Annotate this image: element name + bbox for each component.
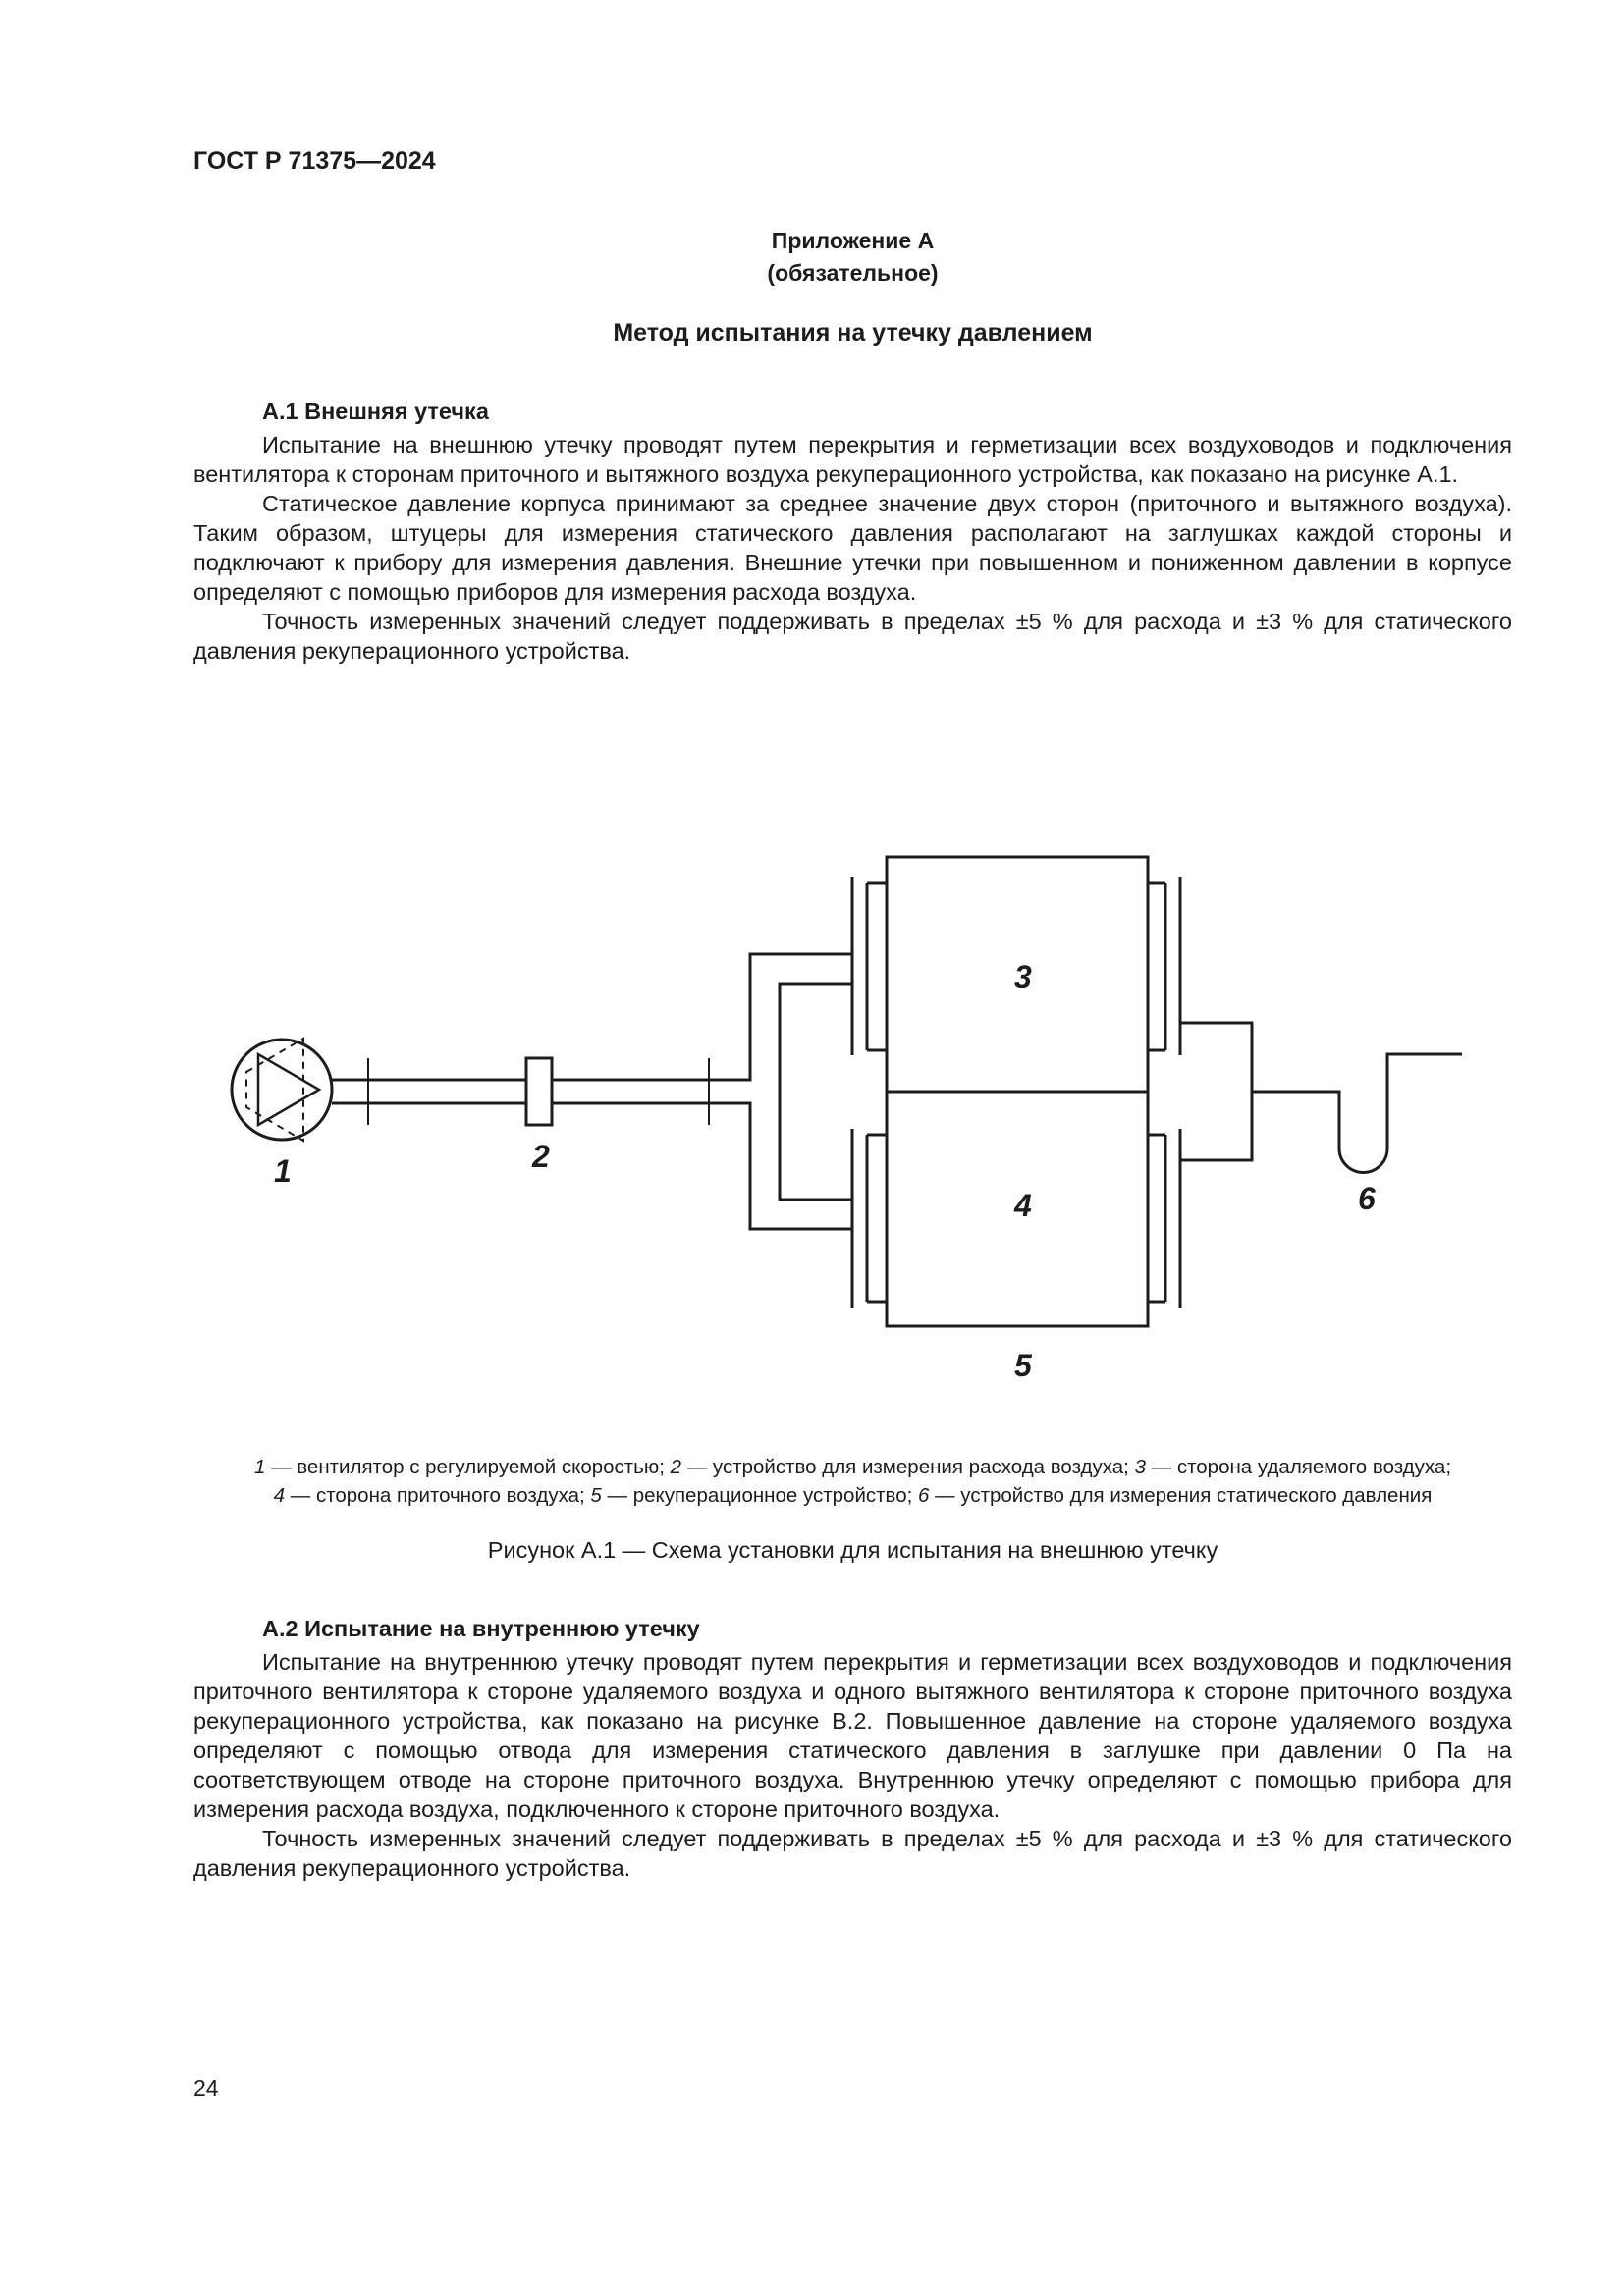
legend-text: — устройство для измерения расхода воздуха;: [681, 1456, 1135, 1478]
duct: [332, 1058, 709, 1125]
legend-text: — вентилятор с регулируемой скоростью;: [265, 1456, 671, 1478]
legend-number: 3: [1134, 1456, 1146, 1478]
paragraph: Точность измеренных значений следует поддерживать в пределах ±5 % для расхода и ±3 % для статического давления рекуперационного устройства.: [193, 1826, 1512, 1881]
right-flanges: [1148, 877, 1180, 1308]
legend-line: [193, 1481, 1512, 1510]
label-3: 3: [1014, 959, 1032, 994]
flow-meter-icon: [526, 1058, 552, 1125]
fan-icon: [232, 1039, 332, 1141]
appendix-kind: (обязательное): [767, 260, 939, 286]
method-title: Метод испытания на утечку давлением: [613, 319, 1093, 347]
appendix-heading: [193, 225, 1512, 290]
paragraph: Испытание на внешнюю утечку проводят путем перекрытия и герметизации всех воздуховодов и подключения вентилятора к сторонам приточного и вытяжного воздуха рекуперационного устройства, как показано на рисунке А.1.: [193, 432, 1512, 487]
figure-legend: [193, 1453, 1512, 1510]
section-a2: [193, 1614, 1512, 1883]
label-2: 2: [532, 1139, 550, 1174]
test-setup-diagram: [193, 844, 1512, 1394]
label-1: 1: [274, 1153, 292, 1189]
section-a1-heading: А.1 Внешняя утечка: [262, 399, 489, 424]
legend-text: — рекуперационное устройство;: [601, 1484, 918, 1507]
legend-number: 2: [670, 1456, 682, 1478]
figure-a1: [193, 844, 1512, 1399]
legend-number: 6: [918, 1484, 930, 1507]
label-5: 5: [1014, 1348, 1032, 1383]
legend-number: 1: [253, 1456, 266, 1478]
page-number: 24: [193, 2075, 219, 2101]
section-a2-heading: А.2 Испытание на внутреннюю утечку: [262, 1616, 700, 1641]
left-flanges: [852, 877, 887, 1308]
legend-text: — сторона приточного воздуха;: [285, 1484, 591, 1507]
legend-text: — устройство для измерения статического давления: [929, 1484, 1433, 1507]
appendix-title: Приложение А: [771, 228, 935, 253]
paragraph: Точность измеренных значений следует поддерживать в пределах ±5 % для расхода и ±3 % для статического давления рекуперационного устройства.: [193, 609, 1512, 664]
figure-caption: Рисунок А.1 — Схема установки для испытания на внешнюю утечку: [487, 1537, 1218, 1563]
standard-code: ГОСТ Р 71375—2024: [193, 147, 436, 175]
paragraph: Статическое давление корпуса принимают за среднее значение двух сторон (приточного и вытяжного воздуха). Таким образом, штуцеры для измерения статического давления располагают на заглушках каждой стороны и подключают к прибору для измерения давления. Внешние утечки при повышенном и пониженном давлении в корпусе определяют с помощью приборов для измерения расхода воздуха.: [193, 491, 1512, 605]
legend-number: 4: [273, 1484, 286, 1507]
label-6: 6: [1358, 1181, 1376, 1216]
legend-line: [193, 1453, 1512, 1481]
manifold-pipes: [709, 954, 852, 1229]
legend-text: — сторона удаляемого воздуха;: [1145, 1456, 1452, 1478]
section-a1: [193, 397, 1512, 666]
pressure-tubes: [1180, 1023, 1462, 1173]
paragraph: Испытание на внутреннюю утечку проводят путем перекрытия и герметизации всех воздуховодов и подключения приточного вентилятора к стороне удаляемого воздуха и одного вытяжного вентилятора к стороне приточного воздуха рекуперационного устройства, как показано на рисунке В.2. Повышенное давление на стороне удаляемого воздуха определяют с помощью отвода для измерения статического давления в заглушке при давлении 0 Па на соответствующем отводе на стороне приточного воздуха. Внутреннюю утечку определяют с помощью прибора для измерения расхода воздуха, подключенного к стороне приточного воздуха.: [193, 1649, 1512, 1822]
label-4: 4: [1014, 1188, 1032, 1223]
legend-number: 5: [590, 1484, 602, 1507]
